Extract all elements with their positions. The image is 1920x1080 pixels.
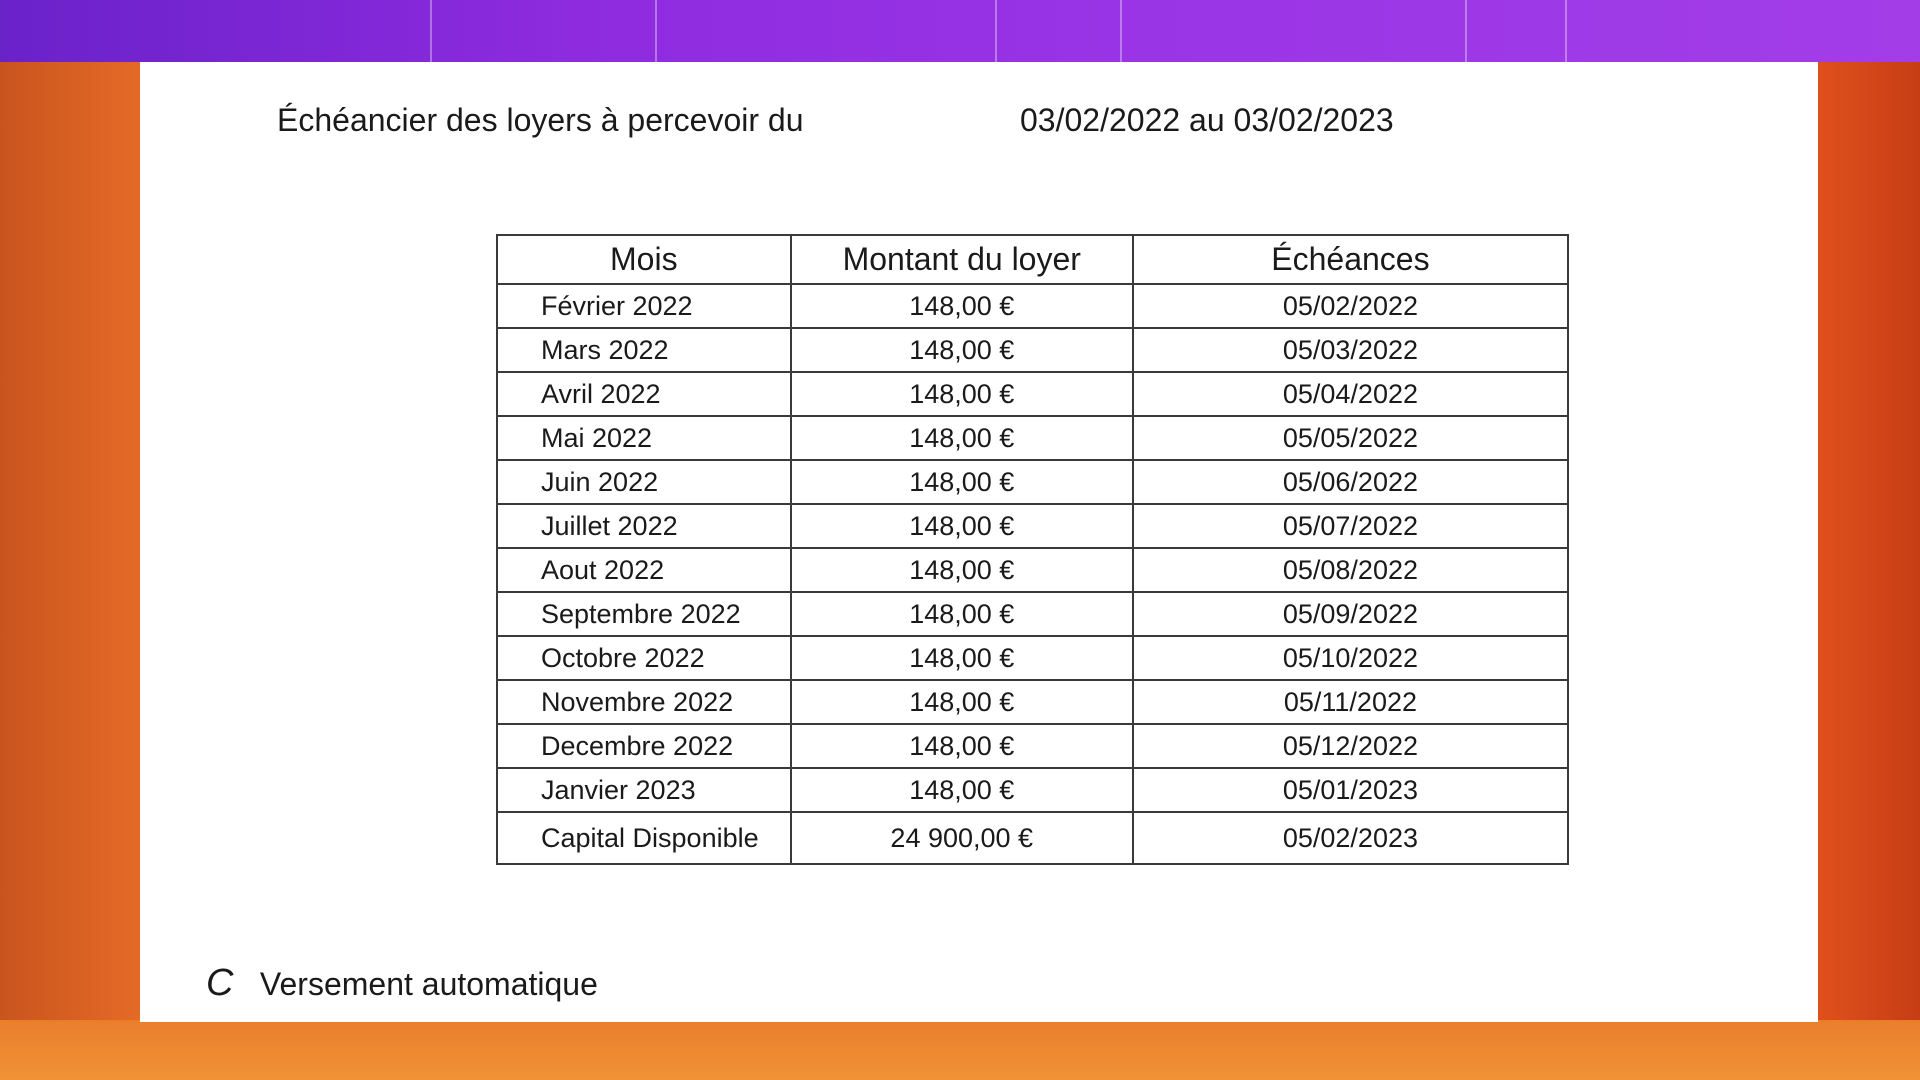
mois-cell: Janvier 2023 bbox=[497, 768, 791, 812]
table-row-capital bbox=[497, 812, 1568, 864]
option-label: Versement automatique bbox=[259, 966, 598, 1002]
mois-cell: Mars 2022 bbox=[497, 328, 791, 372]
montant-cell: 148,00 € bbox=[791, 504, 1133, 548]
mois-cell: Avril 2022 bbox=[497, 372, 791, 416]
document-period: 03/02/2022 au 03/02/2023 bbox=[1020, 102, 1394, 138]
echeance-cell: 05/11/2022 bbox=[1133, 680, 1568, 724]
echeance-cell: 05/06/2022 bbox=[1133, 460, 1568, 504]
document-sheet bbox=[140, 62, 1818, 1022]
mois-cell: Decembre 2022 bbox=[497, 724, 791, 768]
table-row bbox=[497, 372, 1568, 416]
header-mois: Mois bbox=[497, 235, 791, 284]
decorative-line bbox=[1120, 0, 1122, 62]
decorative-line bbox=[1565, 0, 1567, 62]
montant-cell: 148,00 € bbox=[791, 548, 1133, 592]
montant-cell: 148,00 € bbox=[791, 592, 1133, 636]
decorative-line bbox=[1465, 0, 1467, 62]
decorative-line bbox=[430, 0, 432, 62]
option-letter: C bbox=[206, 962, 234, 1004]
table-header-row bbox=[497, 235, 1568, 284]
decorative-line bbox=[655, 0, 657, 62]
answer-option bbox=[206, 962, 598, 1005]
header-montant: Montant du loyer bbox=[791, 235, 1133, 284]
rent-schedule-table bbox=[496, 234, 1569, 865]
montant-cell: 148,00 € bbox=[791, 284, 1133, 328]
table-row bbox=[497, 328, 1568, 372]
table-row bbox=[497, 768, 1568, 812]
decorative-line bbox=[995, 0, 997, 62]
mois-cell: Février 2022 bbox=[497, 284, 791, 328]
montant-cell: 148,00 € bbox=[791, 680, 1133, 724]
table-row bbox=[497, 284, 1568, 328]
mois-cell: Aout 2022 bbox=[497, 548, 791, 592]
table-row bbox=[497, 504, 1568, 548]
table-row bbox=[497, 416, 1568, 460]
table-row bbox=[497, 548, 1568, 592]
table-row bbox=[497, 636, 1568, 680]
mois-cell: Septembre 2022 bbox=[497, 592, 791, 636]
table-row bbox=[497, 680, 1568, 724]
header-echeances: Échéances bbox=[1133, 235, 1568, 284]
montant-cell: 148,00 € bbox=[791, 636, 1133, 680]
background-left-panel bbox=[0, 60, 140, 1020]
document-title: Échéancier des loyers à percevoir du bbox=[277, 102, 804, 138]
top-purple-band bbox=[0, 0, 1920, 62]
montant-cell: 24 900,00 € bbox=[791, 812, 1133, 864]
table-row bbox=[497, 592, 1568, 636]
echeance-cell: 05/08/2022 bbox=[1133, 548, 1568, 592]
echeance-cell: 05/09/2022 bbox=[1133, 592, 1568, 636]
table-row bbox=[497, 460, 1568, 504]
montant-cell: 148,00 € bbox=[791, 416, 1133, 460]
echeance-cell: 05/01/2023 bbox=[1133, 768, 1568, 812]
montant-cell: 148,00 € bbox=[791, 724, 1133, 768]
mois-cell: Juillet 2022 bbox=[497, 504, 791, 548]
mois-cell: Mai 2022 bbox=[497, 416, 791, 460]
table-row bbox=[497, 724, 1568, 768]
echeance-cell: 05/02/2023 bbox=[1133, 812, 1568, 864]
echeance-cell: 05/07/2022 bbox=[1133, 504, 1568, 548]
background-floor bbox=[0, 1022, 1920, 1080]
montant-cell: 148,00 € bbox=[791, 460, 1133, 504]
echeance-cell: 05/10/2022 bbox=[1133, 636, 1568, 680]
mois-cell: Novembre 2022 bbox=[497, 680, 791, 724]
mois-cell: Juin 2022 bbox=[497, 460, 791, 504]
mois-cell: Octobre 2022 bbox=[497, 636, 791, 680]
montant-cell: 148,00 € bbox=[791, 768, 1133, 812]
background-right-panel bbox=[1815, 60, 1920, 1020]
echeance-cell: 05/03/2022 bbox=[1133, 328, 1568, 372]
echeance-cell: 05/02/2022 bbox=[1133, 284, 1568, 328]
montant-cell: 148,00 € bbox=[791, 328, 1133, 372]
mois-cell: Capital Disponible bbox=[497, 812, 791, 864]
echeance-cell: 05/12/2022 bbox=[1133, 724, 1568, 768]
echeance-cell: 05/05/2022 bbox=[1133, 416, 1568, 460]
echeance-cell: 05/04/2022 bbox=[1133, 372, 1568, 416]
montant-cell: 148,00 € bbox=[791, 372, 1133, 416]
